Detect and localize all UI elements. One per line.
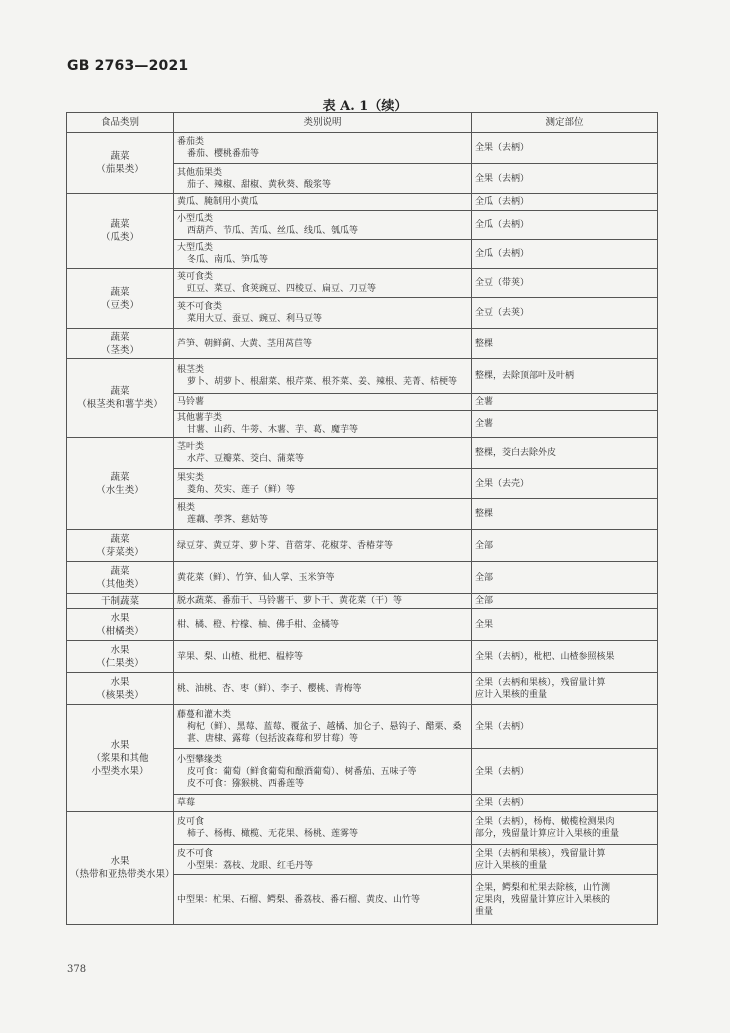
text-line: 脱水蔬菜、番茄干、马铃薯干、萝卜干、黄花菜（干）等 <box>177 596 403 606</box>
part-cell <box>472 749 658 795</box>
text-line: 萝卜、胡萝卜、根甜菜、根芹菜、根芥菜、姜、辣根、芜菁、桔梗等 <box>187 377 458 387</box>
text-line: 苹果、梨、山楂、枇杷、榅桲等 <box>177 651 304 662</box>
text-line: 全果（去柄） <box>475 798 530 808</box>
part-cell <box>472 594 658 609</box>
text-line: 柑、橘、橙、柠檬、柚、佛手柑、金橘等 <box>177 619 340 630</box>
description-cell <box>174 469 472 499</box>
text-line: 全部 <box>475 596 494 606</box>
part-cell <box>472 705 658 749</box>
text-line: 水芹、豆瓣菜、茭白、蒲菜等 <box>187 454 305 464</box>
description-cell <box>174 795 472 812</box>
text-line: 全薯 <box>475 397 494 407</box>
text-line: 水果 <box>110 856 130 867</box>
description-cell <box>174 298 472 329</box>
table-row <box>67 594 658 609</box>
standard-code: GB 2763—2021 <box>67 58 189 74</box>
text-line: 整棵 <box>475 338 494 349</box>
text-line: 部分，残留量计算应计入果核的重量 <box>475 829 620 839</box>
category-cell <box>67 194 174 269</box>
part-cell <box>472 164 658 194</box>
description-cell <box>174 133 472 164</box>
description-cell <box>174 749 472 795</box>
part-cell <box>472 845 658 875</box>
description-cell <box>174 673 472 705</box>
text-line: 蔬菜 <box>110 286 130 298</box>
text-line: 全果（去柄） <box>475 766 530 777</box>
text-line: 全果（去柄和果核），残留量计算 <box>475 848 606 859</box>
text-line: （其他类） <box>96 578 144 590</box>
text-line: 蔬菜 <box>110 386 130 397</box>
text-line: 全果（去柄），枇杷、山楂参照核果 <box>475 651 615 662</box>
text-line: 莲藕、荸荠、慈姑等 <box>187 515 269 525</box>
text-line: 小型类水果） <box>91 765 149 777</box>
text-line: （瓜类） <box>100 232 139 243</box>
text-line: （茄果类） <box>96 164 144 175</box>
part-cell <box>472 812 658 845</box>
text-line: 全瓜（去柄） <box>475 249 530 259</box>
description-cell <box>174 812 472 845</box>
text-line: 全果（去柄），杨梅、橄榄检测果肉 <box>475 817 615 827</box>
part-cell <box>472 641 658 673</box>
text-line: 水果 <box>110 676 130 688</box>
text-line: 蔬菜 <box>110 219 130 230</box>
text-line: 菜用大豆、蚕豆、豌豆、利马豆等 <box>187 314 323 324</box>
table-row <box>67 812 658 845</box>
text-line: 黄花菜（鲜）、竹笋、仙人掌、玉米笋等 <box>177 572 335 583</box>
part-cell <box>472 499 658 530</box>
text-line: 全果 <box>475 619 494 630</box>
description-cell <box>174 194 472 211</box>
text-line: 荚可食类 <box>177 272 214 282</box>
table-row <box>67 438 658 469</box>
description-cell <box>174 845 472 875</box>
text-line: 番茄、樱桃番茄等 <box>187 149 260 159</box>
description-cell <box>174 705 472 749</box>
category-cell <box>67 594 174 609</box>
text-line: 重量 <box>475 906 494 917</box>
description-cell <box>174 875 472 925</box>
text-line: 水果 <box>110 739 130 751</box>
category-cell <box>67 609 174 641</box>
text-line: 皮可食：葡萄（鲜食葡萄和酿酒葡萄）、树番茄、五味子等 <box>187 766 417 777</box>
text-line: 西葫芦、节瓜、苦瓜、丝瓜、线瓜、瓠瓜等 <box>187 226 359 236</box>
part-cell <box>472 298 658 329</box>
text-line: 黄瓜、腌制用小黄瓜 <box>177 197 259 207</box>
table-row <box>67 359 658 394</box>
table-row <box>67 530 658 562</box>
text-line: 桃、油桃、杏、枣（鲜）、李子、樱桃、青梅等 <box>177 683 362 694</box>
category-cell <box>67 812 174 925</box>
part-cell <box>472 609 658 641</box>
text-line: （核果类） <box>96 689 144 701</box>
text-line: 荚不可食类 <box>177 302 223 312</box>
text-line: 小型攀缘类 <box>177 754 223 765</box>
text-line: 皮不可食 <box>177 848 214 859</box>
text-line: 蔬菜 <box>110 151 130 162</box>
text-line: 应计入果核的重量 <box>475 689 548 700</box>
text-line: 全果（去柄） <box>475 143 530 153</box>
table-row <box>67 133 658 164</box>
text-line: （根茎类和薯芋类） <box>77 399 163 410</box>
text-line: 全部 <box>475 572 494 583</box>
text-line: 冬瓜、南瓜、笋瓜等 <box>187 255 269 265</box>
text-line: 全果（去壳） <box>475 478 530 489</box>
text-line: 水果 <box>110 612 130 624</box>
category-cell <box>67 705 174 812</box>
text-line: 定果肉，残留量计算应计入果核的 <box>475 894 611 905</box>
text-line: 马铃薯 <box>177 397 205 407</box>
table-row <box>67 269 658 298</box>
table-row <box>67 562 658 594</box>
category-cell <box>67 359 174 438</box>
text-line: 干制蔬菜 <box>100 595 139 607</box>
table-row <box>67 609 658 641</box>
text-line: 小型瓜类 <box>177 214 214 224</box>
text-line: 全果（去柄） <box>475 721 530 732</box>
text-line: 根茎类 <box>177 365 205 375</box>
text-line: 其他薯芋类 <box>177 413 223 423</box>
part-cell <box>472 530 658 562</box>
text-line: 全果（去柄和果核），残留量计算 <box>475 677 606 688</box>
text-line: 应计入果核的重量 <box>475 860 548 871</box>
text-line: 豇豆、菜豆、食荚豌豆、四棱豆、扁豆、刀豆等 <box>187 284 377 294</box>
part-cell <box>472 194 658 211</box>
text-line: 根类 <box>177 503 196 513</box>
description-cell <box>174 594 472 609</box>
text-line: （仁果类） <box>96 657 144 669</box>
text-line: 全果（去柄） <box>475 173 530 184</box>
text-line: 果实类 <box>177 472 205 483</box>
text-line: 草莓 <box>177 798 196 808</box>
table-header-row <box>67 113 658 133</box>
category-cell <box>67 641 174 673</box>
description-cell <box>174 499 472 530</box>
part-cell <box>472 240 658 269</box>
text-line: 整棵，茭白去除外皮 <box>475 448 557 458</box>
text-line: 水果 <box>110 644 130 656</box>
text-line: 整棵，去除顶部叶及叶柄 <box>475 371 575 381</box>
text-line: 柿子、杨梅、橄榄、无花果、杨桃、莲雾等 <box>187 829 359 839</box>
description-cell <box>174 609 472 641</box>
part-cell <box>472 795 658 812</box>
part-cell <box>472 673 658 705</box>
description-cell <box>174 641 472 673</box>
text-line: 小型果：荔枝、龙眼、红毛丹等 <box>187 860 314 871</box>
category-cell <box>67 329 174 359</box>
category-cell <box>67 133 174 194</box>
text-line: 全果，鳄梨和杧果去除核，山竹测 <box>475 882 611 893</box>
text-line: 绿豆芽、黄豆芽、萝卜芽、苜蓿芽、花椒芽、香椿芽等 <box>177 540 394 551</box>
text-line: （水生类） <box>96 484 144 496</box>
text-line: 菱角、芡实、莲子（鲜）等 <box>187 484 296 495</box>
part-cell <box>472 394 658 411</box>
text-line: 蔬菜 <box>110 471 130 483</box>
text-line: 其他茄果类 <box>177 167 223 178</box>
text-line: （浆果和其他 <box>91 752 149 764</box>
category-cell <box>67 673 174 705</box>
part-cell <box>472 438 658 469</box>
part-cell <box>472 269 658 298</box>
table-row <box>67 641 658 673</box>
text-line: 全瓜（去柄） <box>475 197 530 207</box>
part-cell <box>472 562 658 594</box>
text-line: 葚、唐棣、露莓（包括波森莓和罗甘莓）等 <box>187 733 359 744</box>
table-row <box>67 194 658 211</box>
part-cell <box>472 411 658 438</box>
description-cell <box>174 562 472 594</box>
description-cell <box>174 164 472 194</box>
part-cell <box>472 133 658 164</box>
description-cell <box>174 530 472 562</box>
text-line: （芽菜类） <box>96 546 144 558</box>
text-line: 枸杞（鲜）、黑莓、蓝莓、覆盆子、越橘、加仑子、悬钩子、醋栗、桑 <box>187 721 462 732</box>
description-cell <box>174 269 472 298</box>
description-cell <box>174 438 472 469</box>
description-cell <box>174 411 472 438</box>
text-line: 全豆（带荚） <box>475 278 530 288</box>
part-cell <box>472 359 658 394</box>
text-line: 芦笋、朝鲜蓟、大黄、茎用莴苣等 <box>177 338 313 349</box>
text-line: 茄子、辣椒、甜椒、黄秋葵、酸浆等 <box>187 179 332 190</box>
text-line: 蔬菜 <box>110 533 130 545</box>
description-cell <box>174 240 472 269</box>
text-line: （茎类） <box>100 344 139 356</box>
page-number: 378 <box>67 964 87 975</box>
description-cell <box>174 394 472 411</box>
text-line: 大型瓜类 <box>177 243 214 253</box>
category-cell <box>67 269 174 329</box>
part-cell <box>472 329 658 359</box>
description-cell <box>174 211 472 240</box>
text-line: 整棵 <box>475 509 494 519</box>
text-line: 中型果：杧果、石榴、鳄梨、番荔枝、番石榴、黄皮、山竹等 <box>177 894 421 905</box>
part-cell <box>472 211 658 240</box>
food-category-table <box>66 112 658 925</box>
text-line: 全部 <box>475 540 494 551</box>
category-cell <box>67 562 174 594</box>
part-cell <box>472 875 658 925</box>
text-line: 蔬菜 <box>110 331 130 343</box>
text-line: 蔬菜 <box>110 565 130 577</box>
text-line: （柑橘类） <box>96 625 144 637</box>
column-header-description: 类别说明 <box>174 113 472 133</box>
text-line: （豆类） <box>100 299 139 311</box>
text-line: 全豆（去荚） <box>475 308 530 318</box>
column-header-part: 测定部位 <box>472 113 658 133</box>
category-cell <box>67 438 174 530</box>
description-cell <box>174 359 472 394</box>
text-line: 全薯 <box>475 419 494 429</box>
table-row <box>67 329 658 359</box>
category-cell <box>67 530 174 562</box>
text-line: 皮不可食：猕猴桃、西番莲等 <box>187 778 305 789</box>
text-line: 甘薯、山药、牛蒡、木薯、芋、葛、魔芋等 <box>187 425 359 435</box>
part-cell <box>472 469 658 499</box>
table-caption: 表 A. 1（续） <box>322 99 408 114</box>
description-cell <box>174 329 472 359</box>
table-row <box>67 705 658 749</box>
table-row <box>67 673 658 705</box>
column-header-category: 食品类别 <box>67 113 174 133</box>
text-line: 全瓜（去柄） <box>475 220 530 230</box>
text-line: 皮可食 <box>177 817 205 827</box>
text-line: 番茄类 <box>177 137 205 147</box>
text-line: （热带和亚热带类水果） <box>70 869 175 880</box>
text-line: 藤蔓和灌木类 <box>177 709 232 720</box>
text-line: 茎叶类 <box>177 442 205 452</box>
